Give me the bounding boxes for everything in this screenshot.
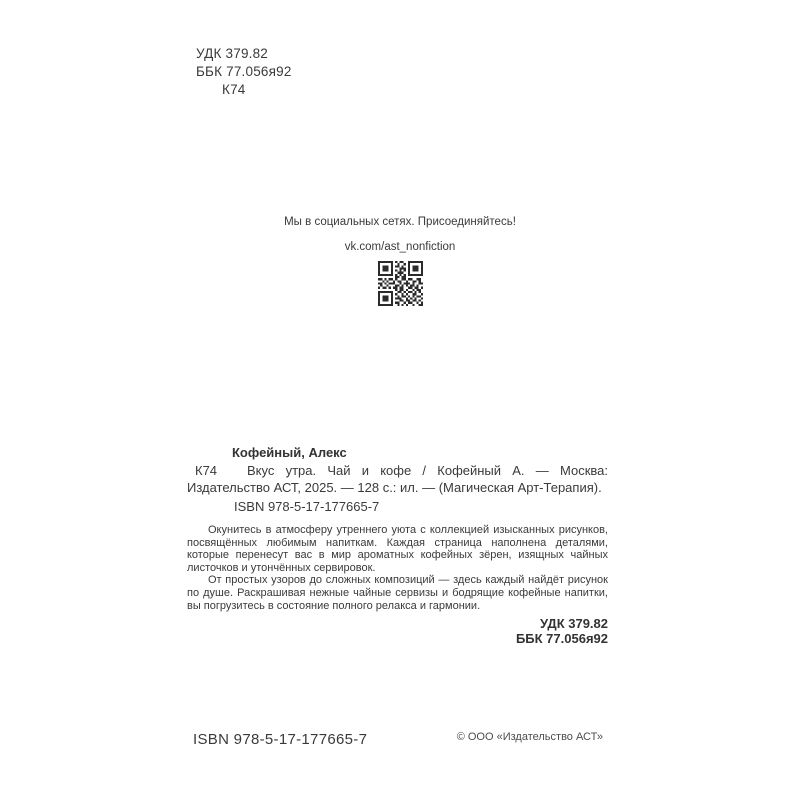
bibliographic-description: Вкус утра. Чай и кофе / Кофейный А. — Москва: Издательство АСТ, 2025. — 128 с.: ил. — (Магическая Арт-Терапия). bbox=[187, 462, 608, 495]
book-author: Кофейный, Алекс bbox=[232, 445, 347, 460]
bibliographic-block bbox=[187, 444, 608, 646]
annotation-paragraph-1: Окунитесь в атмосферу утреннего уюта с коллекцией изысканных рисунков, посвящённых любимым напиткам. Каждая страница наполнена деталями, которые перенесут вас в мир ароматных кофейных зёрен, изящных чайных листочков и утончённых сервировок. bbox=[187, 524, 608, 574]
isbn-entry: ISBN 978-5-17-177665-7 bbox=[234, 498, 380, 514]
social-invite-text: Мы в социальных сетях. Присоединяйтесь! bbox=[284, 216, 516, 228]
bottom-classification-codes bbox=[187, 616, 608, 646]
bbk-code-right: ББК 77.056я92 bbox=[515, 631, 608, 647]
footer-isbn: ISBN 978-5-17-177665-7 bbox=[193, 731, 368, 748]
vk-link-text: vk.com/ast_nonfiction bbox=[344, 241, 456, 253]
udk-code-right: УДК 379.82 bbox=[540, 616, 608, 632]
author-code: К74 bbox=[222, 82, 246, 97]
social-media-block bbox=[0, 216, 800, 306]
bbk-code: ББК 77.056я92 bbox=[196, 64, 292, 79]
publisher-copyright: © ООО «Издательство АСТ» bbox=[456, 731, 603, 743]
annotation-paragraph-2: От простых узоров до сложных композиций — здесь каждый найдёт рисунок по душе. Раскрашивая нежные чайные сервизы и бодрящие кофейные напитки, вы погрузитесь в состояние полного релакса и гармонии. bbox=[187, 574, 608, 612]
udk-code: УДК 379.82 bbox=[196, 46, 269, 61]
qr-code-icon bbox=[378, 261, 423, 306]
top-classification-codes bbox=[196, 45, 292, 99]
catalog-author-code: К74 bbox=[195, 462, 218, 478]
catalog-entry bbox=[187, 462, 608, 497]
